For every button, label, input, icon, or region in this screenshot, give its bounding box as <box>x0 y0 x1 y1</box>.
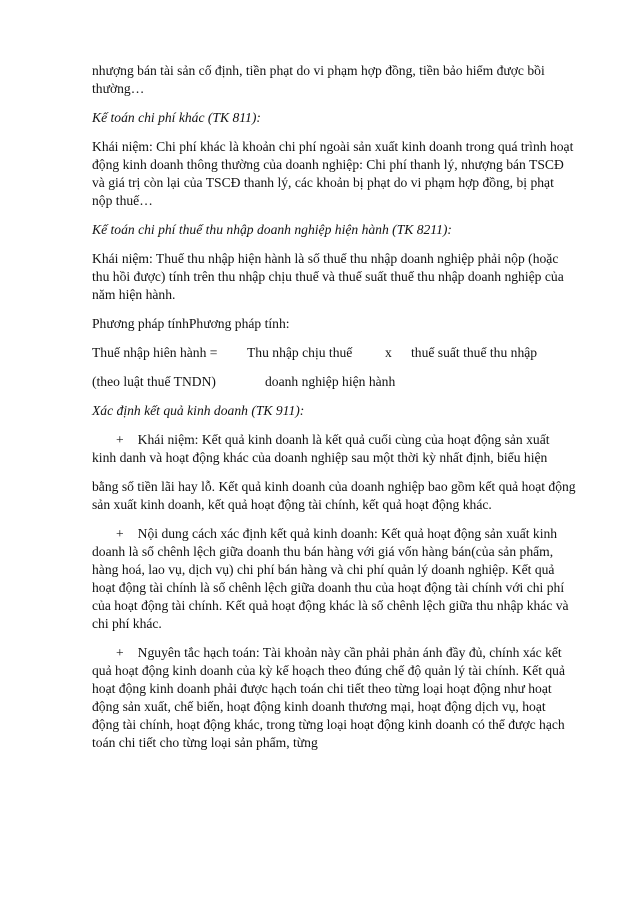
paragraph: bằng số tiền lãi hay lỗ. Kết quả kinh doanh của doanh nghiệp bao gồm kết quả hoạt động sản xuất kinh doanh, kết quả hoạt động tài chính, kết quả hoạt động khác. <box>92 479 576 512</box>
formula-operator: x <box>385 345 392 360</box>
formula-term: (theo luật thuế TNDN) <box>92 374 216 389</box>
formula-term: Thuế nhập hiên hành = <box>92 345 218 360</box>
bullet-paragraph <box>92 431 576 467</box>
bullet-paragraph <box>92 644 576 752</box>
section-heading: Xác định kết quả kinh doanh (TK 911): <box>92 403 305 418</box>
paragraph-text: Nội dung cách xác định kết quả kinh doanh: Kết quả hoạt động sản xuất kinh doanh là số chênh lệch giữa doanh thu bán hàng với giá vốn hàng bán(của sản phẩm, hàng hoá, lao vụ, dịch vụ) chi phí bán hàng và chi phí quản lý doanh nghiệp. Kết quả hoạt động tài chính là số chênh lệch giữa doanh thu của hoạt động tài chính với chi phí của hoạt động tài chính. Kết quả hoạt động khác là số chênh lệch giữa thu nhập khác và chi phí khác. <box>92 526 569 631</box>
paragraph: nhượng bán tài sản cố định, tiền phạt do vi phạm hợp đồng, tiền bảo hiểm được bồi thường… <box>92 63 545 96</box>
paragraph: Khái niệm: Chi phí khác là khoản chi phí ngoài sản xuất kinh doanh trong quá trình hoạt động kinh doanh thông thường của doanh nghiệp: Chi phí thanh lý, nhượng bán TSCĐ và giá trị còn lại của TSCĐ thanh lý, các khoản bị phạt do vi phạm hợp đồng, bị phạt nộp thuế… <box>92 139 574 208</box>
section-heading: Kế toán chi phí khác (TK 811): <box>92 110 261 125</box>
formula-term: Thu nhập chịu thuế <box>247 345 353 360</box>
formula-line <box>92 373 576 391</box>
plus-icon: + <box>116 432 124 447</box>
bullet-paragraph <box>92 525 576 633</box>
paragraph-text: Nguyên tắc hạch toán: Tài khoản này cần phải phản ánh đầy đủ, chính xác kết quả hoạt động kinh doanh của kỳ kế hoạch theo đúng chế độ quản lý tài chính. Kết quả hoạt động kinh doanh phải được hạch toán chi tiết theo từng loại hoạt động như hoạt động sản xuất, chế biến, hoạt động kinh doanh thương mại, hoạt động dịch vụ, hoạt động tài chính, hoạt động khác, trong từng loại hoạt động kinh doanh có thể được hạch toán chi tiết cho từng loại sản phẩm, từng <box>92 645 566 750</box>
document-page <box>92 62 576 763</box>
formula-term: thuế suất thuế thu nhập <box>411 345 538 360</box>
paragraph: Phương pháp tínhPhương pháp tính: <box>92 316 290 331</box>
section-heading: Kế toán chi phí thuế thu nhập doanh nghiệp hiện hành (TK 8211): <box>92 222 452 237</box>
plus-icon: + <box>116 526 124 541</box>
plus-icon: + <box>116 645 124 660</box>
paragraph-text: Khái niệm: Kết quả kinh doanh là kết quả cuối cùng của hoạt động sản xuất kinh danh và hoạt động khác của doanh nghiệp sau một thời kỳ nhất định, biểu hiện <box>92 432 550 465</box>
formula-term: doanh nghiệp hiện hành <box>265 374 396 389</box>
formula-line <box>92 344 576 362</box>
paragraph: Khái niệm: Thuế thu nhập hiện hành là số thuế thu nhập doanh nghiệp phải nộp (hoặc thu hồi được) tính trên thu nhập chịu thuế và thuế suất thuế thu nhập doanh nghiệp của năm hiện hành. <box>92 251 564 302</box>
